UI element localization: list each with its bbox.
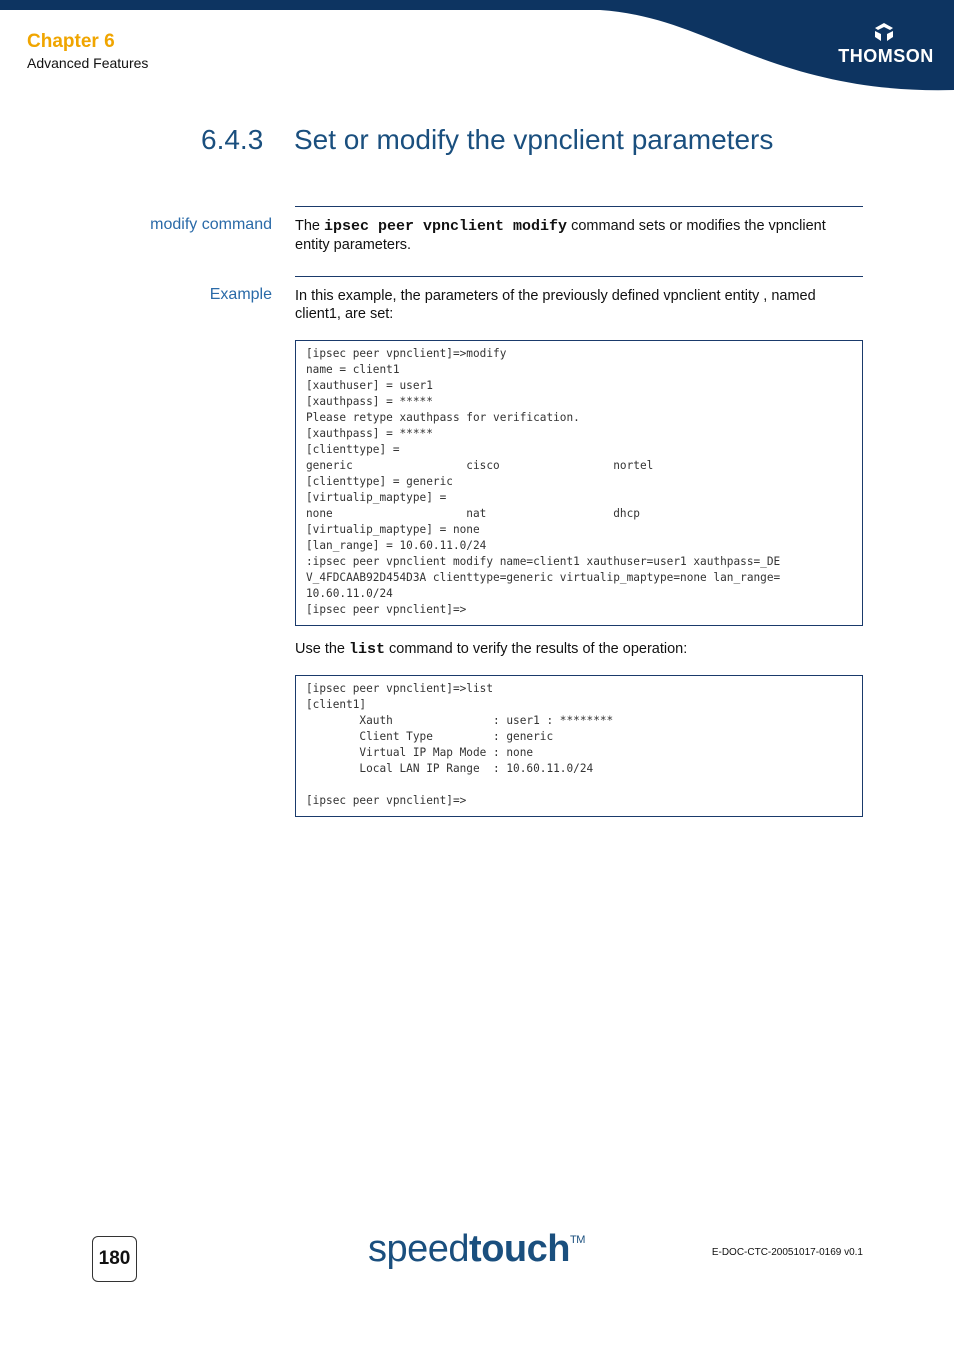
brand-bold: touch — [469, 1228, 570, 1270]
modify-description — [295, 217, 863, 254]
page-number: 180 — [92, 1236, 137, 1282]
code-text-modify: [ipsec peer vpnclient]=>modify name = client1 [xauthuser] = user1 [xauthpass] = ***** Please retype xauthpass for verification. [xauthpass] = ***** [clienttype] = generic cisco nortel [clienttype] = generic [virtualip_maptype] = none nat dhcp [virtualip_maptype] = none [lan_range] = 10.60.11.0/24 :ipsec peer vpnclient modify name=client1 xauthuser=user1 xauthpass=_DE V_4FDCAAB92D454D3A clienttype=generic virtualip_maptype=none lan_range= 10.60.11.0/24 [ipsec peer vpnclient]=> — [306, 347, 781, 616]
thomson-logo-text: THOMSON — [838, 46, 934, 66]
chapter-subtitle: Advanced Features — [27, 55, 149, 71]
list-instruction — [295, 640, 863, 659]
modify-command-label: modify command — [150, 216, 272, 233]
code-block-list — [295, 675, 863, 817]
code-block-modify — [295, 340, 863, 626]
modify-text-after: command sets or modifies the vpnclient entity parameters. — [295, 218, 826, 253]
list-command-code: list — [349, 641, 386, 658]
document-reference: E-DOC-CTC-20051017-0169 v0.1 — [711, 1247, 863, 1258]
brand-light: speed — [368, 1228, 470, 1270]
section-number: 6.4.3 — [201, 124, 264, 155]
section-title: Set or modify the vpnclient parameters — [294, 124, 774, 155]
modify-text-before: The — [295, 218, 325, 234]
thomson-logo-icon — [873, 22, 895, 42]
modify-command-code: ipsec peer vpnclient modify — [324, 218, 568, 235]
chapter-label: Chapter 6 — [27, 31, 115, 52]
speedtouch-logo — [368, 1228, 585, 1271]
list-text-before: Use the — [295, 641, 349, 657]
brand-tm: TM — [569, 1234, 585, 1246]
list-text-after: command to verify the results of the operation: — [385, 641, 688, 657]
section-heading — [201, 124, 773, 156]
divider-rule — [295, 206, 863, 207]
example-label: Example — [209, 286, 272, 303]
example-intro: In this example, the parameters of the previously defined vpnclient entity , named client1, are set: — [295, 288, 816, 322]
divider-rule — [295, 276, 863, 277]
code-text-list: [ipsec peer vpnclient]=>list [client1] Xauth : user1 : ******** Client Type : generic Virtual IP Map Mode : none Local LAN IP Range : 10.60.11.0/24 [ipsec peer vpnclient]=> — [306, 682, 614, 807]
header-band — [0, 0, 954, 92]
